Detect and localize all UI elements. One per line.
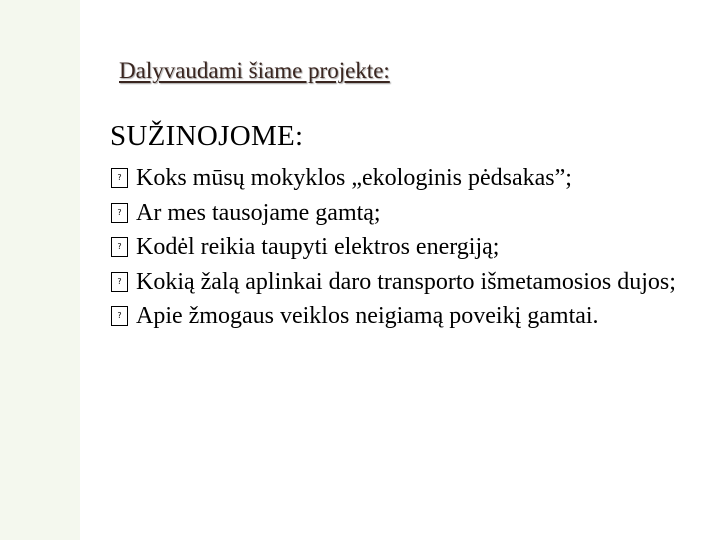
bullet-item [110, 161, 710, 196]
missing-glyph-box-icon: ? [111, 203, 128, 223]
missing-glyph-box-icon: ? [111, 237, 128, 257]
bullet-item [110, 196, 710, 231]
section-heading: SUŽINOJOME: [110, 120, 304, 152]
bullet-list [110, 161, 710, 334]
slide-title: Dalyvaudami šiame projekte: [119, 58, 390, 83]
bullet-text: Apie žmogaus veiklos neigiamą poveikį gamtai. [136, 303, 599, 329]
bullet-item [110, 230, 710, 265]
bullet-text: Kokią žalą aplinkai daro transporto išmetamosios dujos; [136, 268, 676, 295]
bullet-text: Koks mūsų mokyklos „ekologinis pėdsakas”; [136, 165, 572, 191]
bullet-text: Ar mes tausojame gamtą; [136, 199, 381, 226]
bullet-item [110, 265, 710, 300]
bullet-text: Kodėl reikia taupyti elektros energiją; [136, 234, 500, 260]
missing-glyph-box-icon: ? [111, 272, 128, 292]
slide-side-band [0, 0, 80, 540]
bullet-item [110, 299, 710, 334]
missing-glyph-box-icon: ? [111, 306, 128, 326]
missing-glyph-box-icon: ? [111, 168, 128, 188]
